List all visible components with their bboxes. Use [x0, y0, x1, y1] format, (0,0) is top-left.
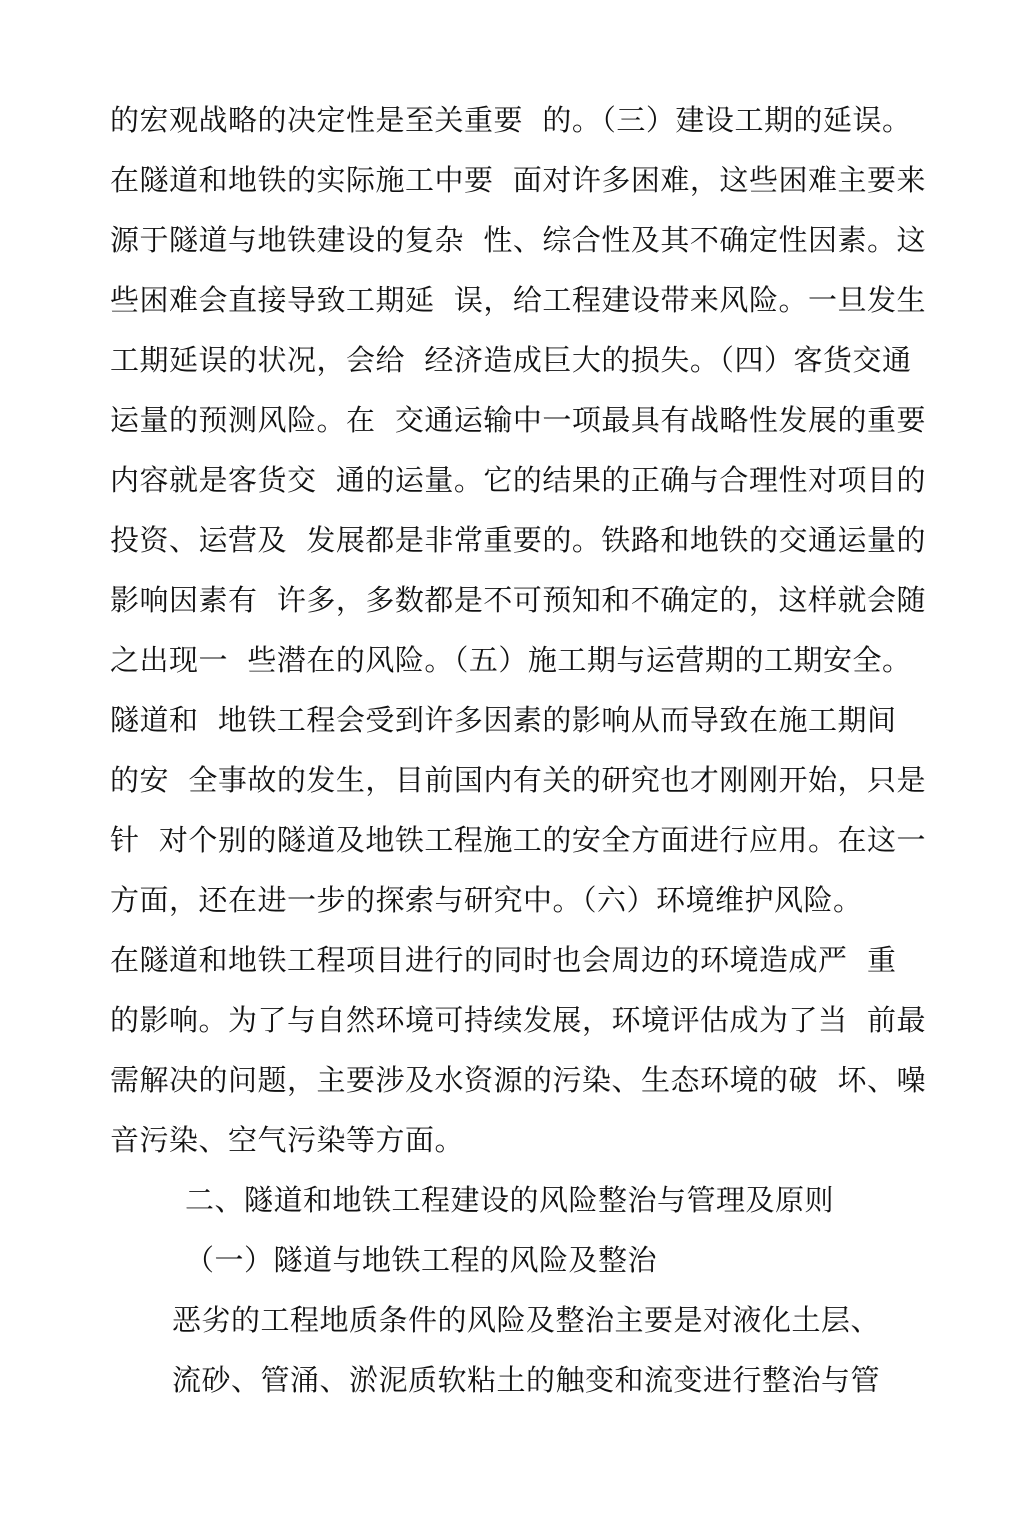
body-text-line: 源于隧道与地铁建设的复杂 性、综合性及其不确定性因素。这 — [110, 223, 926, 257]
body-text-line: 在隧道和地铁工程项目进行的同时也会周边的环境造成严 重 — [110, 943, 897, 977]
body-text-line: 之出现一 些潜在的风险。（五）施工期与运营期的工期安全。 — [110, 643, 912, 677]
body-text-line: 的安 全事故的发生，目前国内有关的研究也才刚刚开始，只是 — [110, 763, 926, 797]
subsection-heading: （一）隧道与地铁工程的风险及整治 — [185, 1243, 658, 1277]
body-text-line: 在隧道和地铁的实际施工中要 面对许多困难，这些困难主要来 — [110, 163, 926, 197]
body-text-line: 的宏观战略的决定性是至关重要 的。（三）建设工期的延误。 — [110, 103, 912, 137]
body-text-line: 的影响。为了与自然环境可持续发展，环境评估成为了当 前最 — [110, 1003, 926, 1037]
paragraph-line: 流砂、管涌、淤泥质软粘土的触变和流变进行整治与管 — [172, 1363, 881, 1397]
body-text-line: 针 对个别的隧道及地铁工程施工的安全方面进行应用。在这一 — [110, 823, 926, 857]
body-text-line: 工期延误的状况，会给 经济造成巨大的损失。（四）客货交通 — [110, 343, 912, 377]
section-heading: 二、隧道和地铁工程建设的风险整治与管理及原则 — [185, 1183, 835, 1217]
body-text-line: 些困难会直接导致工期延 误，给工程建设带来风险。一旦发生 — [110, 283, 926, 317]
paragraph-line: 恶劣的工程地质条件的风险及整治主要是对液化土层、 — [172, 1303, 881, 1337]
body-text-line: 隧道和 地铁工程会受到许多因素的影响从而导致在施工期间 — [110, 703, 897, 737]
body-text-line: 方面，还在进一步的探索与研究中。（六）环境维护风险。 — [110, 883, 863, 917]
body-text-line: 需解决的问题，主要涉及水资源的污染、生态环境的破 坏、噪 — [110, 1063, 926, 1097]
body-text-line: 运量的预测风险。在 交通运输中一项最具有战略性发展的重要 — [110, 403, 926, 437]
body-text-line: 投资、运营及 发展都是非常重要的。铁路和地铁的交通运量的 — [110, 523, 926, 557]
body-text-line: 影响因素有 许多，多数都是不可预知和不确定的，这样就会随 — [110, 583, 926, 617]
body-text-line: 内容就是客货交 通的运量。它的结果的正确与合理性对项目的 — [110, 463, 926, 497]
body-text-line: 音污染、空气污染等方面。 — [110, 1123, 465, 1157]
